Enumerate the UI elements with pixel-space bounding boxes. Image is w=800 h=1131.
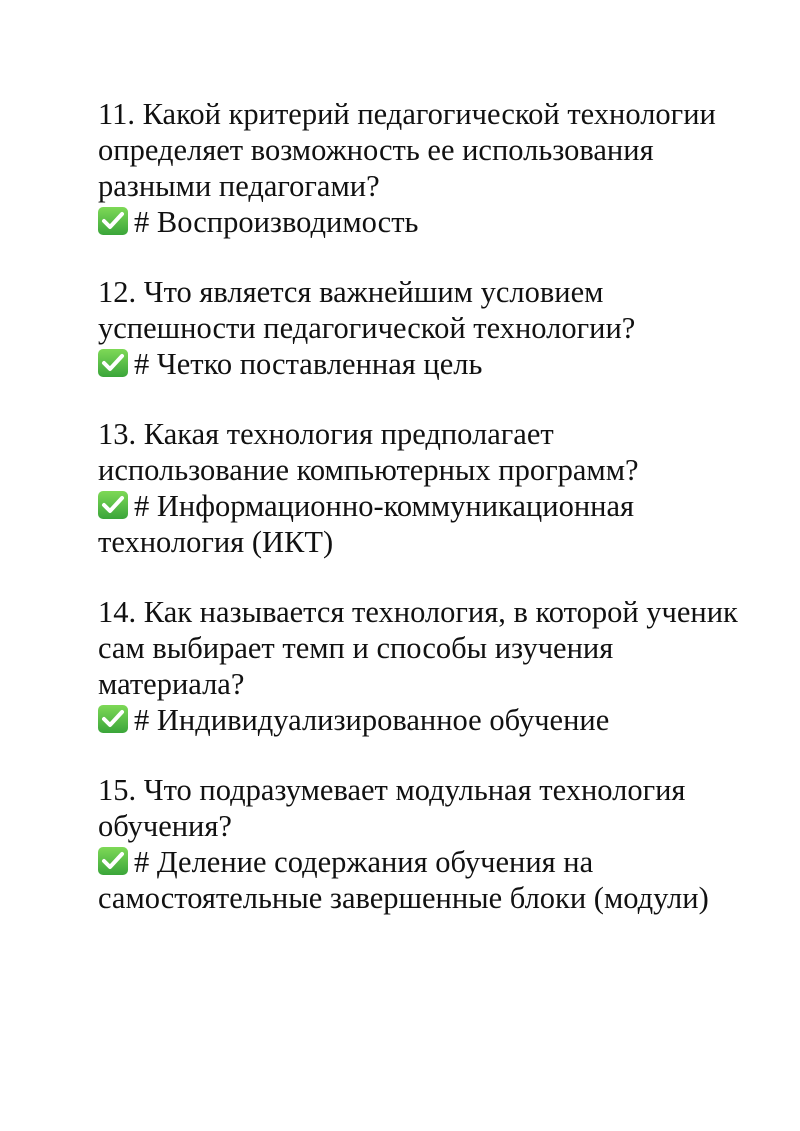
answer-line (98, 488, 738, 560)
check-mark-icon (98, 491, 128, 519)
question-block-14 (98, 594, 738, 738)
question-block-11 (98, 96, 738, 240)
answer-line (98, 346, 738, 382)
question-text: 14. Как называется технология, в которой ученик сам выбирает темп и способы изучения материала? (98, 595, 738, 701)
check-mark-icon (98, 847, 128, 875)
question-text: 13. Какая технология предполагает использование компьютерных программ? (98, 417, 639, 487)
answer-text: # Деление содержания обучения на самостоятельные завершенные блоки (модули) (98, 845, 709, 915)
answer-line (98, 204, 738, 240)
question-text: 12. Что является важнейшим условием успешности педагогической технологии? (98, 275, 636, 345)
question-block-13 (98, 416, 738, 560)
answer-text: # Четко поставленная цель (134, 347, 483, 381)
question-text: 15. Что подразумевает модульная технология обучения? (98, 773, 686, 843)
check-mark-icon (98, 349, 128, 377)
answer-text: # Воспроизводимость (134, 205, 419, 239)
answer-line (98, 844, 738, 916)
document-page (98, 96, 738, 950)
question-block-12 (98, 274, 738, 382)
question-block-15 (98, 772, 738, 916)
answer-text: # Индивидуализированное обучение (134, 703, 610, 737)
question-text: 11. Какой критерий педагогической технологии определяет возможность ее использования разными педагогами? (98, 97, 716, 203)
answer-line (98, 702, 738, 738)
check-mark-icon (98, 705, 128, 733)
answer-text: # Информационно-коммуникационная технология (ИКТ) (98, 489, 635, 559)
check-mark-icon (98, 207, 128, 235)
